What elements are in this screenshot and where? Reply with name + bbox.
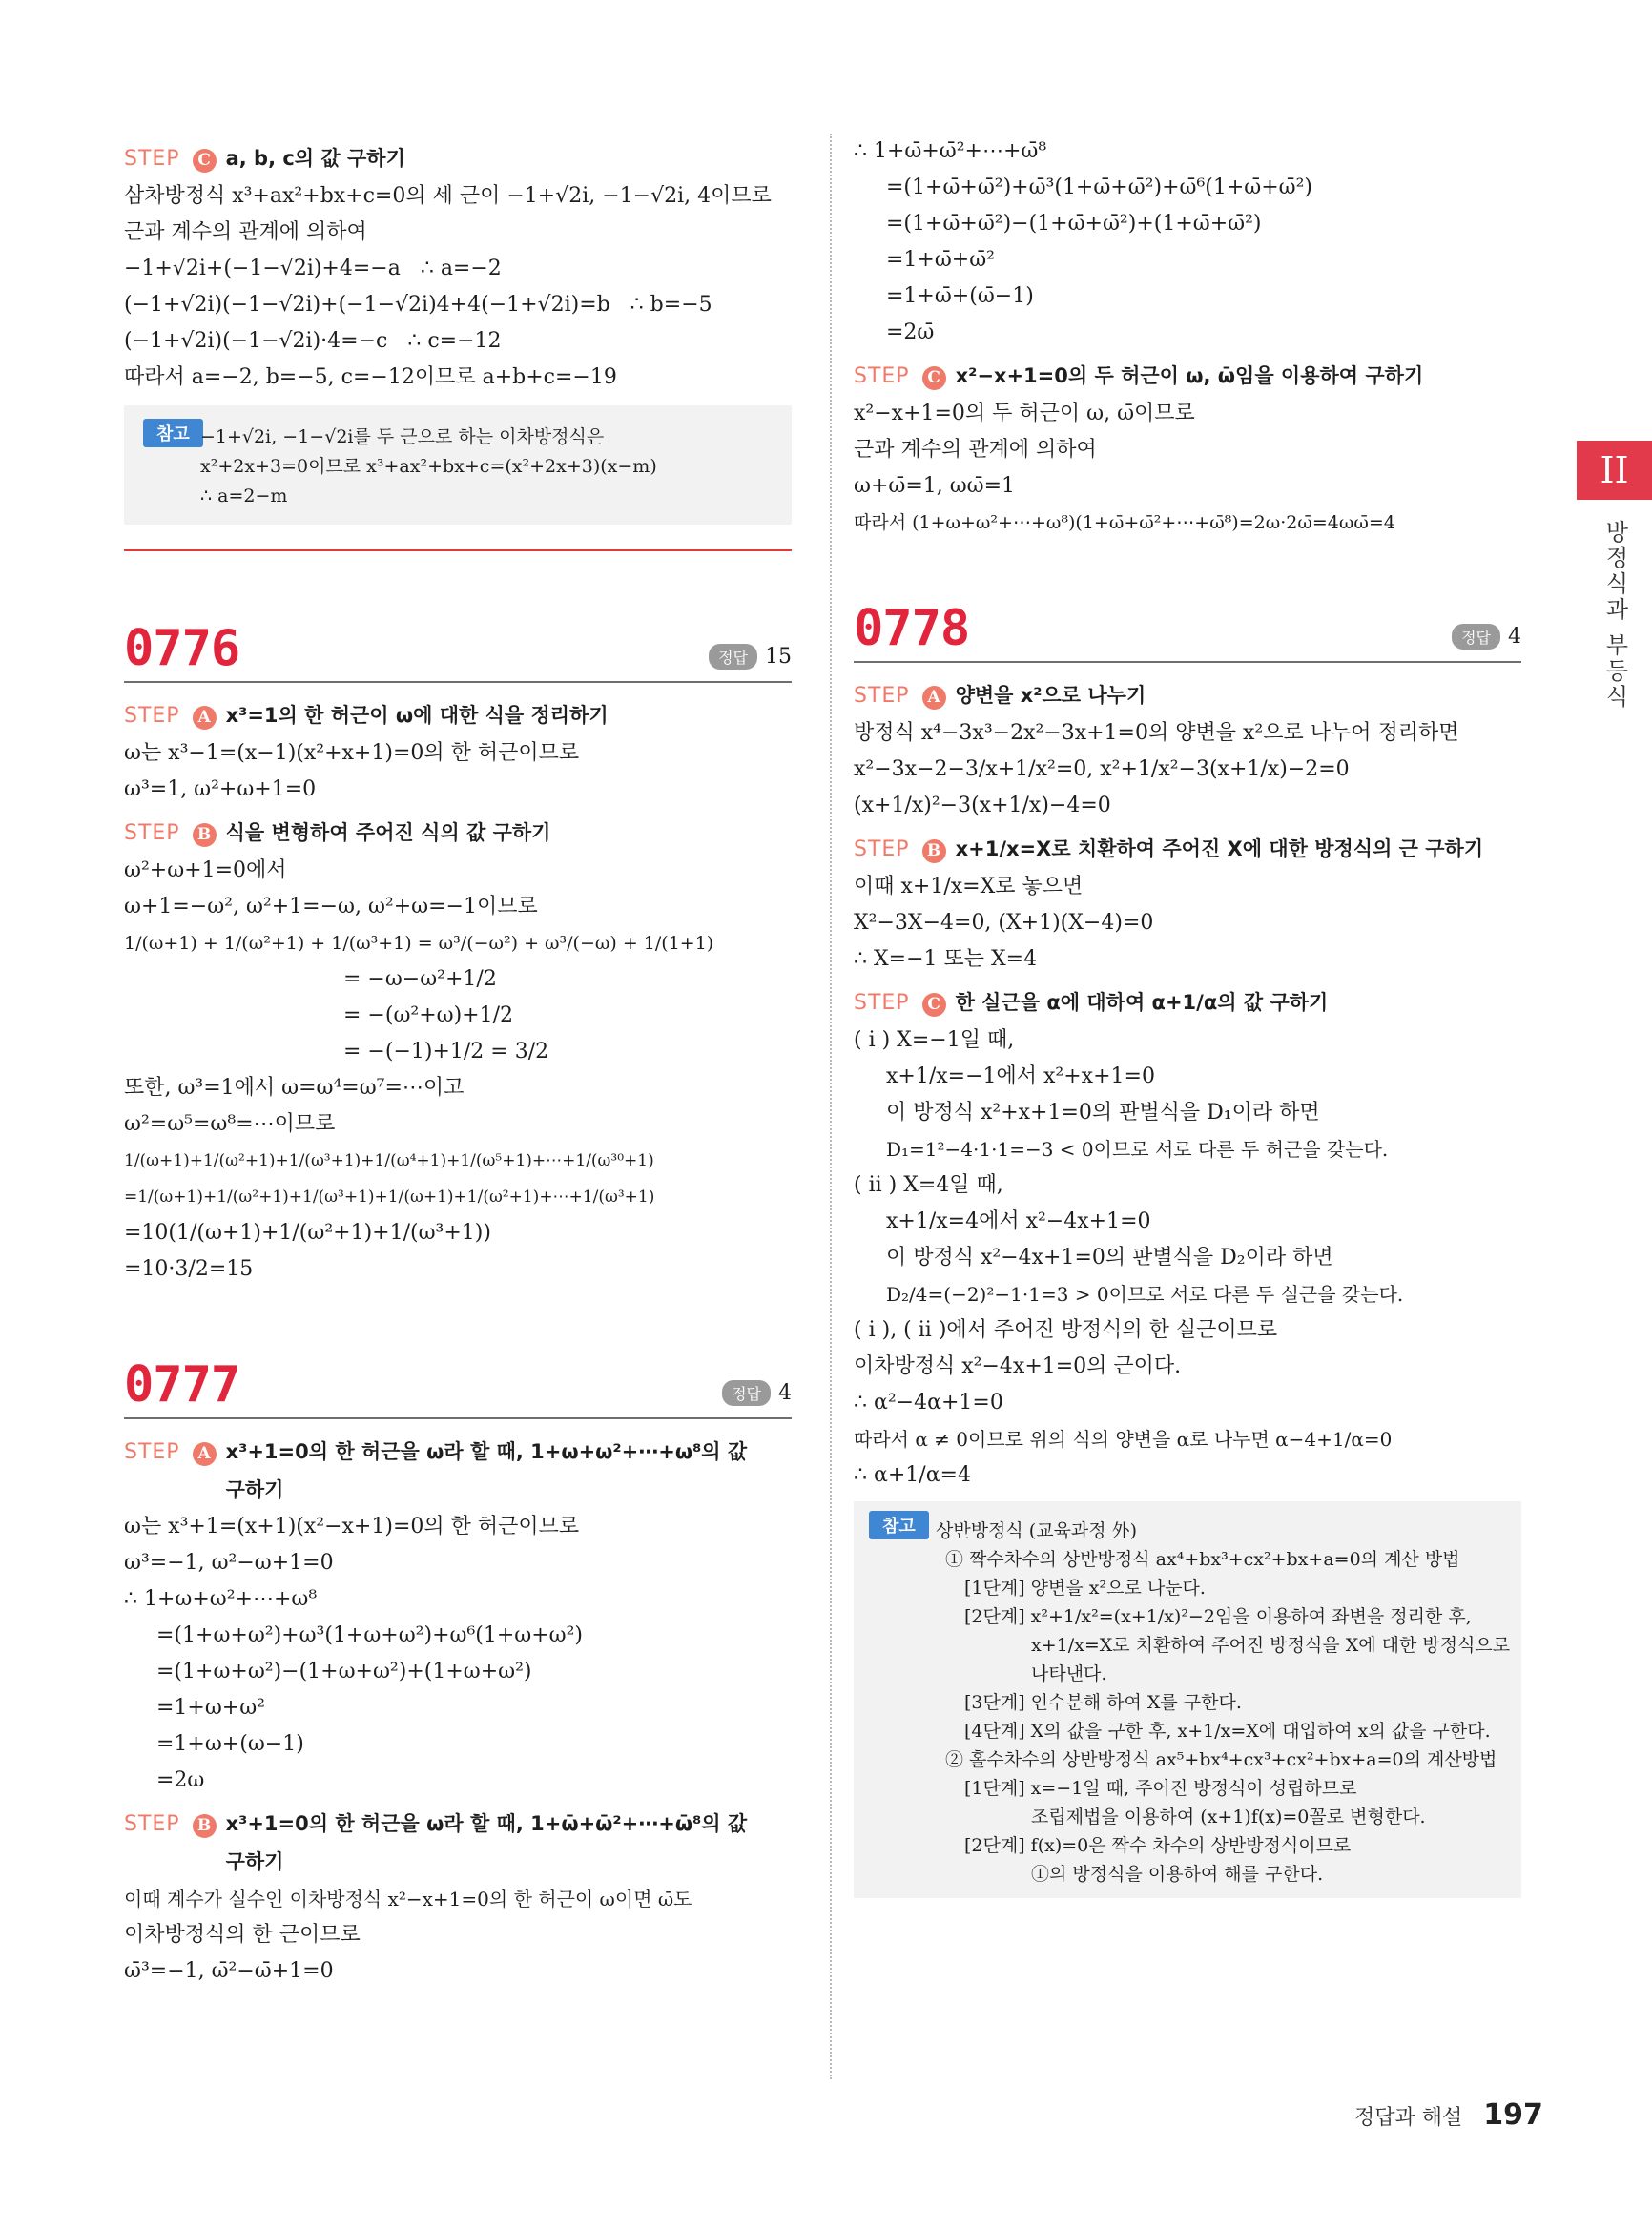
solution-line: ω+ω̄=1, ωω̄=1 <box>854 474 1016 498</box>
solution-line: −1+√2i+(−1−√2i)+4=−a ∴ a=−2 <box>124 257 502 280</box>
solution-line: ( i ), ( ii )에서 주어진 방정식의 한 실근이므로 <box>854 1318 1278 1342</box>
solution-line: ∴ α+1/α=4 <box>854 1463 971 1487</box>
note-tag: 참고 <box>143 419 203 447</box>
solution-line: D₂/4=(−2)²−1·1=3 > 0이므로 서로 다른 두 실근을 갖는다. <box>886 1283 1404 1306</box>
answer-badge: 정답 <box>709 644 757 670</box>
note-line: [4단계] X의 값을 구한 후, x+1/x=X에 대입하여 x의 값을 구한다. <box>964 1721 1491 1742</box>
note-line: x+1/x=X로 치환하여 주어진 방정식을 X에 대한 방정식으로 <box>1031 1635 1511 1656</box>
solution-line: =1+ω̄+ω̄² <box>886 248 995 272</box>
solution-line: ( i ) X=−1일 때, <box>854 1028 1015 1052</box>
solution-line: x²−x+1=0의 두 허근이 ω, ω̄이므로 <box>854 402 1195 425</box>
page-number: 197 <box>1483 2098 1543 2132</box>
solution-line: =(1+ω̄+ω̄²)−(1+ω̄+ω̄²)+(1+ω̄+ω̄²) <box>886 212 1262 236</box>
solution-line: 이 방정식 x²−4x+1=0의 판별식을 D₂이라 하면 <box>886 1246 1333 1270</box>
solution-line: x+1/x=−1에서 x²+x+1=0 <box>886 1064 1155 1088</box>
solution-line: 또한, ω³=1에서 ω=ω⁴=ω⁷=⋯이고 <box>124 1076 465 1100</box>
step-title: 양변을 x²으로 나누기 <box>955 684 1146 707</box>
note-line: ① 짝수차수의 상반방정식 ax⁴+bx³+cx²+bx+a=0의 계산 방법 <box>945 1549 1460 1570</box>
note-line: [2단계] x²+1/x²=(x+1/x)²−2임을 이용하여 좌변을 정리한 후, <box>964 1606 1472 1627</box>
solution-line: =1+ω+ω² <box>156 1696 265 1720</box>
step-b-heading <box>124 814 792 853</box>
step-label: STEP <box>124 704 180 728</box>
step-title: x³+1=0의 한 허근을 ω라 할 때, 1+ω̄+ω̄²+⋯+ω̄⁸의 값 구하기 <box>225 1812 748 1873</box>
solution-line: =(1+ω̄+ω̄²)+ω̄³(1+ω̄+ω̄²)+ω̄⁶(1+ω̄+ω̄²) <box>886 176 1313 199</box>
step-title: x³+1=0의 한 허근을 ω라 할 때, 1+ω+ω²+⋯+ω⁸의 값 구하기 <box>225 1440 748 1501</box>
left-column <box>124 134 792 1990</box>
step-c-heading <box>854 357 1521 396</box>
note-line: 나타낸다. <box>1031 1663 1107 1684</box>
solution-line: =10(1/(ω+1)+1/(ω²+1)+1/(ω³+1)) <box>124 1221 491 1245</box>
step-title: 식을 변형하여 주어진 식의 값 구하기 <box>225 821 551 844</box>
note-tag: 참고 <box>869 1511 929 1539</box>
answer-badge: 정답 <box>722 1380 771 1406</box>
step-letter-badge: B <box>922 839 946 863</box>
step-title: x³=1의 한 허근이 ω에 대한 식을 정리하기 <box>225 704 609 727</box>
solution-line: ∴ α²−4α+1=0 <box>854 1391 1003 1414</box>
note-line: ② 홀수차수의 상반방정식 ax⁵+bx⁴+cx³+cx²+bx+a=0의 계산방법 <box>945 1749 1497 1770</box>
step-label: STEP <box>854 364 910 388</box>
solution-line: 이차방정식 x²−4x+1=0의 근이다. <box>854 1354 1182 1378</box>
step-title: x+1/x=X로 치환하여 주어진 X에 대한 방정식의 근 구하기 <box>955 837 1484 860</box>
solution-line: D₁=1²−4·1·1=−3 < 0이므로 서로 다른 두 허근을 갖는다. <box>886 1138 1389 1161</box>
note-line: 상반방정식 (교육과정 外) <box>936 1520 1138 1541</box>
step-label: STEP <box>124 821 180 845</box>
step-label: STEP <box>124 1440 180 1464</box>
step-letter-badge: C <box>922 366 946 390</box>
step-letter-badge: C <box>193 149 217 173</box>
solution-line: =1/(ω+1)+1/(ω²+1)+1/(ω³+1)+1/(ω+1)+1/(ω²+1)+⋯+1/(ω³+1) <box>124 1187 655 1207</box>
step-letter-badge: B <box>193 1814 217 1838</box>
solution-line: ω³=1, ω²+ω+1=0 <box>124 777 317 801</box>
solution-line: ω²+ω+1=0에서 <box>124 858 287 882</box>
solution-line: ω³=−1, ω²−ω+1=0 <box>124 1551 334 1575</box>
step-title: a, b, c의 값 구하기 <box>225 147 405 170</box>
reference-note <box>124 405 792 525</box>
solution-line: (−1+√2i)(−1−√2i)+(−1−√2i)4+4(−1+√2i)=b ∴ b=−5 <box>124 293 712 317</box>
step-c-heading <box>854 983 1521 1022</box>
solution-line: 근과 계수의 관계에 의하여 <box>124 220 367 244</box>
section-rule <box>124 549 792 551</box>
solution-line: ω+1=−ω², ω²+1=−ω, ω²+ω=−1이므로 <box>124 895 538 919</box>
step-title: x²−x+1=0의 두 허근이 ω, ω̄임을 이용하여 구하기 <box>955 364 1424 387</box>
solution-line: 이때 계수가 실수인 이차방정식 x²−x+1=0의 한 허근이 ω이면 ω̄도 <box>124 1888 692 1910</box>
solution-line: ω²=ω⁵=ω⁸=⋯이므로 <box>124 1112 336 1136</box>
solution-line: ω는 x³+1=(x+1)(x²−x+1)=0의 한 허근이므로 <box>124 1515 580 1538</box>
solution-line: 방정식 x⁴−3x³−2x²−3x+1=0의 양변을 x²으로 나누어 정리하면 <box>854 721 1459 745</box>
solution-line: 이 방정식 x²+x+1=0의 판별식을 D₁이라 하면 <box>886 1101 1320 1125</box>
solution-line: (x+1/x)²−3(x+1/x)−4=0 <box>854 794 1111 817</box>
step-title: 한 실근을 α에 대하여 α+1/α의 값 구하기 <box>955 991 1329 1014</box>
step-letter-badge: C <box>922 993 946 1017</box>
solution-line: ω̄³=−1, ω̄²−ω̄+1=0 <box>124 1959 334 1983</box>
answer-group <box>722 1380 792 1406</box>
footer-label: 정답과 해설 <box>1354 2106 1463 2130</box>
solution-line: = −ω−ω²+1/2 <box>343 967 497 991</box>
answer-value: 15 <box>765 645 792 669</box>
page-footer <box>1354 2098 1543 2132</box>
solution-line: 이때 x+1/x=X로 놓으면 <box>854 875 1084 898</box>
solution-line: ∴ 1+ω̄+ω̄²+⋯+ω̄⁸ <box>854 139 1047 163</box>
note-line: [3단계] 인수분해 하여 X를 구한다. <box>964 1692 1242 1713</box>
problem-number: 0778 <box>854 600 970 657</box>
note-line: −1+√2i, −1−√2i를 두 근으로 하는 이차방정식은 <box>200 426 605 447</box>
solution-line: =1+ω̄+(ω̄−1) <box>886 284 1034 308</box>
solution-line: =2ω̄ <box>886 320 935 344</box>
solution-line: x+1/x=4에서 x²−4x+1=0 <box>886 1209 1151 1233</box>
answer-group <box>1452 624 1521 650</box>
solution-line: 삼차방정식 x³+ax²+bx+c=0의 세 근이 −1+√2i, −1−√2i, 4이므로 <box>124 184 772 208</box>
step-letter-badge: A <box>922 686 946 710</box>
step-letter-badge: A <box>193 1442 217 1466</box>
solution-line: 따라서 α ≠ 0이므로 위의 식의 양변을 α로 나누면 α−4+1/α=0 <box>854 1428 1393 1451</box>
column-divider <box>830 134 832 2079</box>
solution-line: = −(ω²+ω)+1/2 <box>343 1003 513 1027</box>
solution-line: 1/(ω+1) + 1/(ω²+1) + 1/(ω³+1) = ω³/(−ω²) + ω³/(−ω) + 1/(1+1) <box>124 933 714 954</box>
solution-line: (−1+√2i)(−1−√2i)·4=−c ∴ c=−12 <box>124 329 502 353</box>
problem-number: 0777 <box>124 1356 240 1414</box>
chapter-title: 방정식과 부등식 <box>1601 520 1628 711</box>
step-letter-badge: A <box>193 706 217 730</box>
solution-line: =(1+ω+ω²)+ω³(1+ω+ω²)+ω⁶(1+ω+ω²) <box>156 1623 584 1647</box>
answer-value: 4 <box>778 1381 792 1405</box>
step-letter-badge: B <box>193 823 217 847</box>
reference-note-palindromic <box>854 1501 1521 1898</box>
problem-number: 0776 <box>124 620 240 677</box>
problem-header-0776 <box>124 599 792 683</box>
solution-line: =(1+ω+ω²)−(1+ω+ω²)+(1+ω+ω²) <box>156 1660 532 1683</box>
step-a-heading <box>124 696 792 735</box>
step-label: STEP <box>124 147 180 171</box>
note-line: [1단계] x=−1일 때, 주어진 방정식이 성립하므로 <box>964 1778 1357 1799</box>
note-line: [1단계] 양변을 x²으로 나눈다. <box>964 1578 1206 1599</box>
note-line: x²+2x+3=0이므로 x³+ax²+bx+c=(x²+2x+3)(x−m) <box>200 456 657 477</box>
step-label: STEP <box>854 837 910 861</box>
solution-line: =1+ω+(ω−1) <box>156 1732 304 1756</box>
answer-group <box>709 644 792 670</box>
solution-line: ( ii ) X=4일 때, <box>854 1173 1003 1197</box>
note-line: ①의 방정식을 이용하여 해를 구한다. <box>1031 1864 1324 1885</box>
solution-line: x²−3x−2−3/x+1/x²=0, x²+1/x²−3(x+1/x)−2=0 <box>854 757 1350 781</box>
step-a-heading <box>124 1433 792 1509</box>
problem-header-0777 <box>124 1335 792 1419</box>
solution-line: ω는 x³−1=(x−1)(x²+x+1)=0의 한 허근이므로 <box>124 741 580 765</box>
note-line: 조립제법을 이용하여 (x+1)f(x)=0꼴로 변형한다. <box>1031 1807 1426 1827</box>
step-label: STEP <box>854 991 910 1015</box>
chapter-tab: II <box>1577 441 1652 500</box>
step-label: STEP <box>124 1812 180 1836</box>
answer-value: 4 <box>1508 625 1521 649</box>
step-b-heading <box>854 830 1521 869</box>
solution-line: ∴ 1+ω+ω²+⋯+ω⁸ <box>124 1587 318 1611</box>
note-line: ∴ a=2−m <box>200 485 288 506</box>
step-b-heading <box>124 1805 792 1881</box>
step-c-heading <box>124 139 792 178</box>
solution-line: ∴ X=−1 또는 X=4 <box>854 947 1038 971</box>
solution-line: = −(−1)+1/2 = 3/2 <box>343 1040 549 1063</box>
step-a-heading <box>854 676 1521 715</box>
solution-line: 1/(ω+1)+1/(ω²+1)+1/(ω³+1)+1/(ω⁴+1)+1/(ω⁵+1)+⋯+1/(ω³⁰+1) <box>124 1151 654 1170</box>
solution-line: 근과 계수의 관계에 의하여 <box>854 438 1097 462</box>
solution-line: X²−3X−4=0, (X+1)(X−4)=0 <box>854 911 1154 935</box>
solution-line: 따라서 (1+ω+ω²+⋯+ω⁸)(1+ω̄+ω̄²+⋯+ω̄⁸)=2ω·2ω̄=4ωω̄=4 <box>854 512 1395 533</box>
answer-badge: 정답 <box>1452 624 1500 650</box>
problem-header-0778 <box>854 579 1521 663</box>
note-line: [2단계] f(x)=0은 짝수 차수의 상반방정식이므로 <box>964 1835 1352 1856</box>
solution-line: =10·3/2=15 <box>124 1257 254 1281</box>
solution-line: =2ω <box>156 1768 205 1792</box>
solution-line: 따라서 a=−2, b=−5, c=−12이므로 a+b+c=−19 <box>124 365 617 389</box>
solution-line: 이차방정식의 한 근이므로 <box>124 1923 361 1947</box>
right-column <box>854 134 1521 1898</box>
step-label: STEP <box>854 684 910 708</box>
